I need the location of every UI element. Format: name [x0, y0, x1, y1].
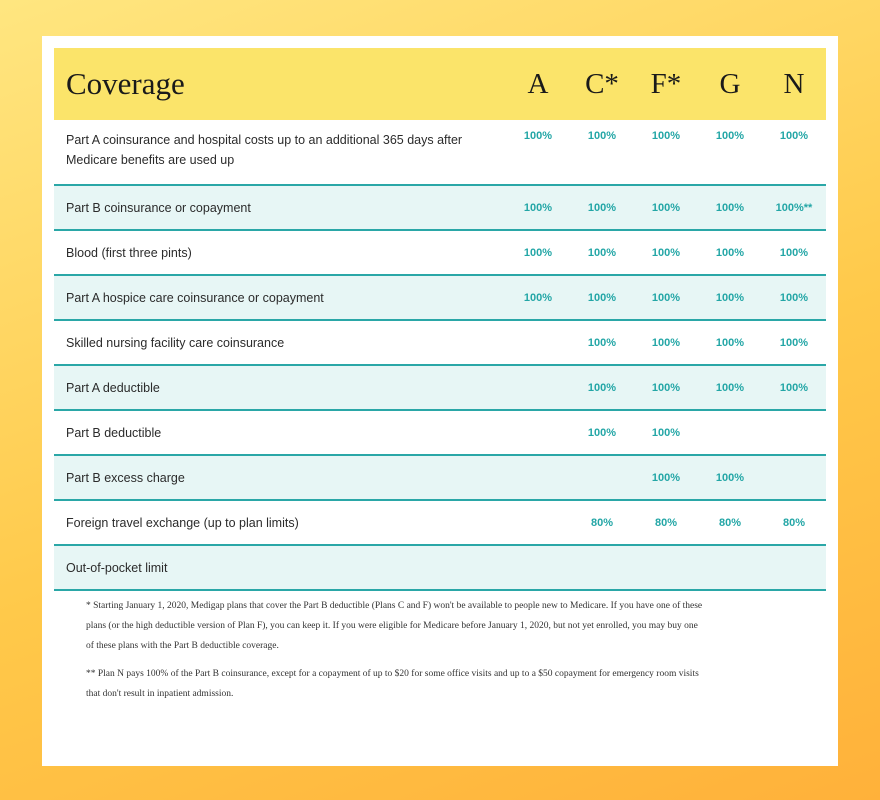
cell-plan-c: 100%	[587, 201, 617, 214]
cell-plan-g: 100%	[715, 246, 745, 259]
cell-plan-f: 80%	[654, 516, 678, 529]
row-label: Blood (first three pints)	[66, 245, 192, 260]
row-label: Part A deductible	[66, 380, 160, 395]
cell-plan-g: 100%	[715, 130, 745, 142]
cell-plan-n: 100%**	[775, 201, 813, 214]
cell-plan-n: 100%	[779, 336, 809, 349]
cell-plan-c: 100%	[587, 336, 617, 349]
cell-plan-f: 100%	[651, 130, 681, 142]
cell-plan-a: 100%	[523, 130, 553, 142]
cell-plan-f: 100%	[651, 201, 681, 214]
cell-plan-f: 100%	[651, 246, 681, 259]
plan-f-heading: F*	[650, 67, 682, 100]
table-row	[54, 366, 826, 411]
plan-n-heading: N	[783, 67, 805, 100]
coverage-heading: Coverage	[66, 66, 185, 101]
cell-plan-g: 100%	[715, 291, 745, 304]
cell-plan-g: 100%	[715, 201, 745, 214]
row-label: Part A coinsurance and hospital costs up to an additional 365 days after Medicare benefits are used up	[66, 133, 463, 167]
cell-plan-g: 100%	[715, 471, 745, 484]
cell-plan-f: 100%	[651, 336, 681, 349]
table-row	[54, 456, 826, 501]
cell-plan-a: 100%	[523, 291, 553, 304]
row-label: Part A hospice care coinsurance or copayment	[66, 290, 324, 305]
cell-plan-a: 100%	[523, 246, 553, 259]
table-row	[54, 321, 826, 366]
table-row	[54, 546, 826, 591]
row-label: Skilled nursing facility care coinsurance	[66, 335, 285, 350]
cell-plan-c: 100%	[587, 426, 617, 439]
row-label: Foreign travel exchange (up to plan limits)	[66, 515, 299, 530]
cell-plan-c: 80%	[590, 516, 614, 529]
cell-plan-f: 100%	[651, 471, 681, 484]
cell-plan-g: 80%	[718, 516, 742, 529]
table-row	[54, 276, 826, 321]
cell-plan-g: 100%	[715, 381, 745, 394]
cell-plan-c: 100%	[587, 130, 617, 142]
table-row	[54, 411, 826, 456]
cell-plan-f: 100%	[651, 381, 681, 394]
cell-plan-c: 100%	[587, 246, 617, 259]
cell-plan-a: 100%	[523, 201, 553, 214]
cell-plan-n: 100%	[779, 291, 809, 304]
footnote-plan-n: ** Plan N pays 100% of the Part B coinsurance, except for a copayment of up to $20 for some office visits and up to a $50 copayment for emergency room visits that don't result in inpatient admission.	[86, 669, 699, 699]
footnote-plans-c-f: * Starting January 1, 2020, Medigap plans that cover the Part B deductible (Plans C and F) won't be available to people new to Medicare. If you have one of these plans (or the high deductible version of Plan F), you can keep it. If you were eligible for Medicare before January 1, 2020, but not yet enrolled, you may buy one of these plans with the Part B deductible coverage.	[86, 601, 703, 651]
cell-plan-c: 100%	[587, 381, 617, 394]
cell-plan-f: 100%	[651, 426, 681, 439]
footnotes	[86, 596, 706, 712]
table-header	[54, 48, 826, 120]
cell-plan-n: 100%	[779, 381, 809, 394]
row-label: Part B deductible	[66, 425, 162, 440]
cell-plan-n: 100%	[779, 130, 809, 142]
plan-a-heading: A	[527, 67, 549, 100]
plan-c-heading: C*	[585, 67, 619, 100]
cell-plan-n: 100%	[779, 246, 809, 259]
coverage-table	[54, 48, 826, 591]
table-row	[54, 501, 826, 546]
plan-g-heading: G	[719, 67, 741, 100]
row-label: Part B coinsurance or copayment	[66, 200, 251, 215]
row-label: Part B excess charge	[66, 470, 185, 485]
table-row	[54, 231, 826, 276]
table-row	[54, 186, 826, 231]
cell-plan-g: 100%	[715, 336, 745, 349]
cell-plan-f: 100%	[651, 291, 681, 304]
table-row	[54, 120, 826, 186]
cell-plan-c: 100%	[587, 291, 617, 304]
cell-plan-n: 80%	[782, 516, 806, 529]
row-label: Out-of-pocket limit	[66, 560, 168, 575]
